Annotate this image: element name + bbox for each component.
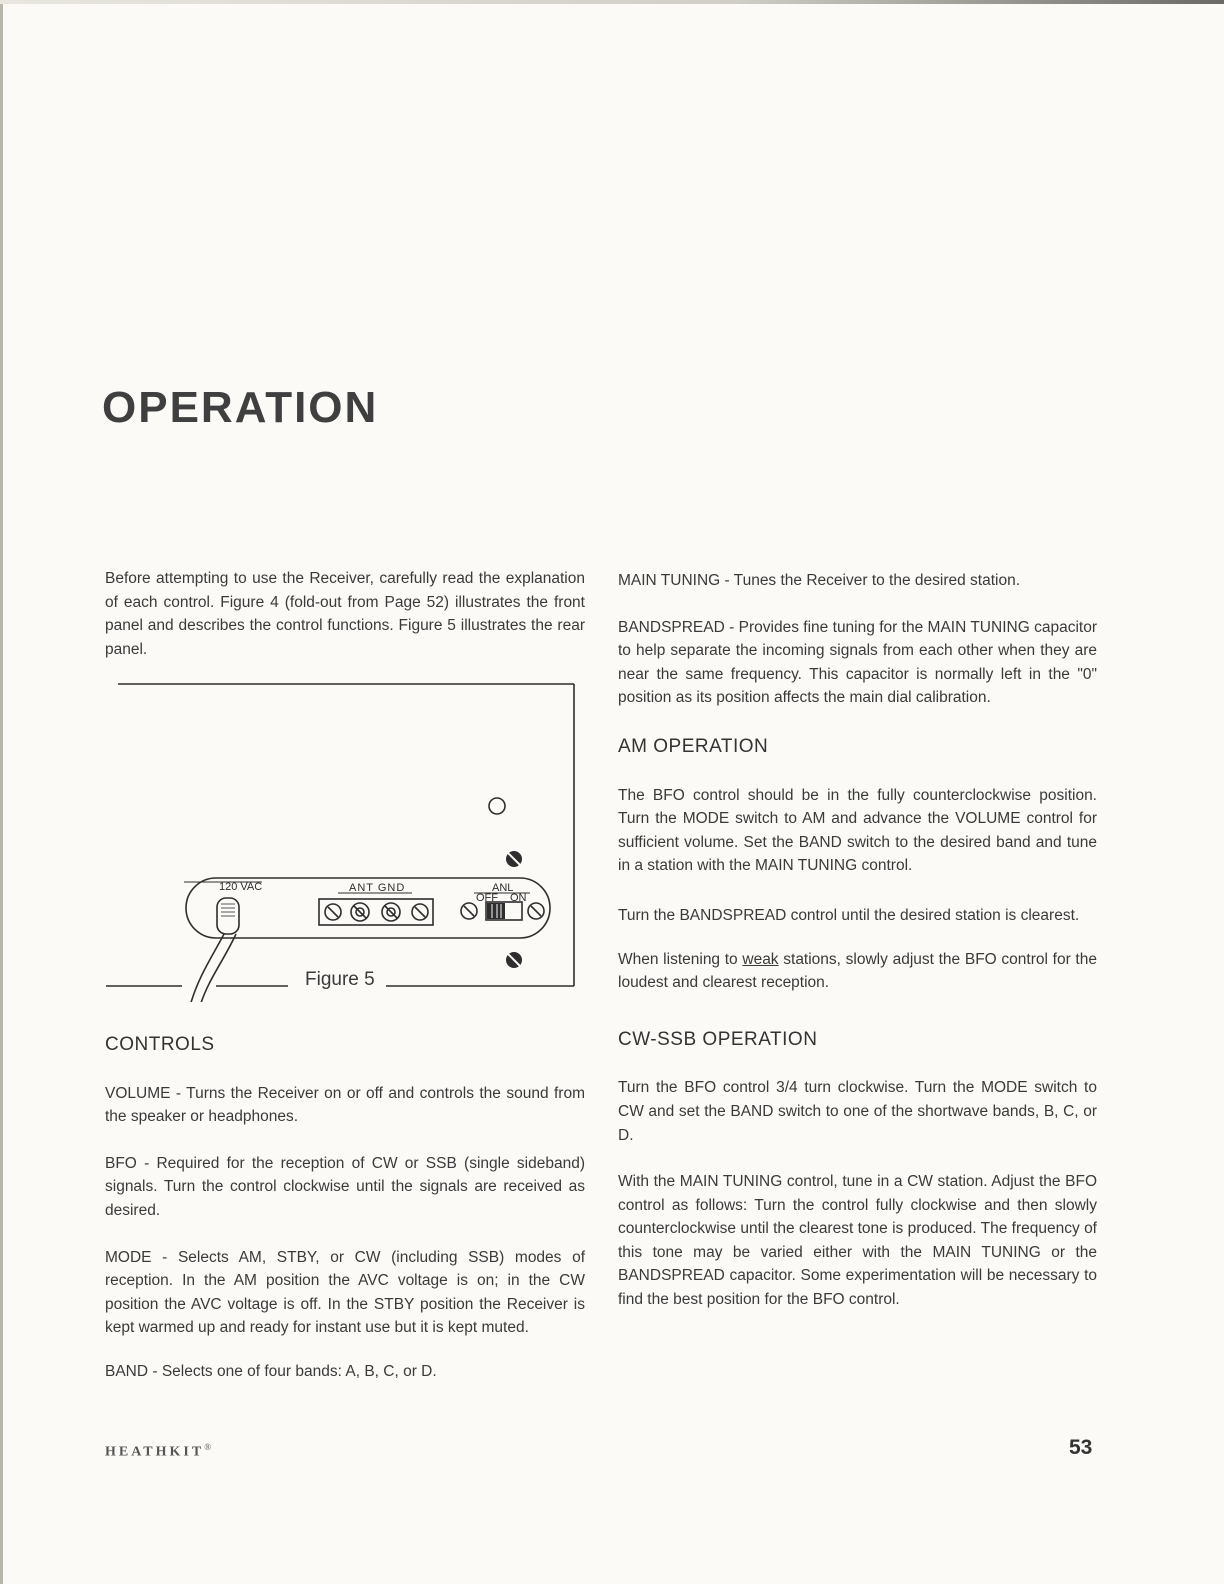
am-paragraph-2: Turn the BANDSPREAD control until the desired station is clearest. <box>618 906 1080 924</box>
cw-paragraph-1: Turn the BFO control 3/4 turn clockwise. Turn the MODE switch to CW and set the BAND switch to one of the shortwave bands, B, C, or D. <box>618 1079 1097 1144</box>
on-label: ON <box>510 892 527 904</box>
ant-gnd-block <box>319 899 433 925</box>
off-label: OFF <box>476 892 498 904</box>
am-paragraph-1: The BFO control should be in the fully counterclockwise position. Turn the MODE switch to AM and advance the VOLUME control for sufficient volume. Set the BAND switch to the desired band and tune in a station with the MAIN TUNING control. <box>618 786 1097 875</box>
bandspread-description: BANDSPREAD - Provides fine tuning for the MAIN TUNING capacitor to help separate the incoming signals from each other when they are near the same frequency. This capacitor is normally left in the "0" position as its position affects the main dial calibration. <box>618 618 1097 707</box>
power-cord <box>190 934 224 1002</box>
vac-label: 120 VAC <box>219 881 263 893</box>
screw-icon <box>506 851 522 867</box>
anl-switch-knob <box>487 903 505 919</box>
rear-panel-drawing <box>100 672 590 1002</box>
bfo-description: BFO - Required for the reception of CW or SSB (single sideband) signals. Turn the control clockwise until the signals are received as desired. <box>105 1154 585 1219</box>
page-edge <box>0 0 3 1584</box>
screw-icon <box>528 903 544 919</box>
ant-gnd-label: ANT GND <box>349 882 406 894</box>
mode-description: MODE - Selects AM, STBY, or CW (including SSB) modes of reception. In the AM position the AVC voltage is on; in the CW position the AVC voltage is off. In the STBY position the Receiver is kept warmed up and ready for instant use but it is kept muted. <box>105 1248 585 1337</box>
cw-ssb-operation-heading: CW-SSB OPERATION <box>618 1028 818 1050</box>
screw-icon <box>506 952 522 968</box>
band-description: BAND - Selects one of four bands: A, B, C, or D. <box>105 1362 437 1380</box>
screw-terminal-icon <box>325 904 341 920</box>
jack-hole <box>489 798 505 814</box>
cw-paragraph-2: With the MAIN TUNING control, tune in a CW station. Adjust the BFO control as follows: Turn the control fully clockwise and then slowly counterclockwise until the clearest tone is produced. The frequency of this tone may be varied either with the MAIN TUNING or the BANDSPREAD capacitor. Some experimentation will be necessary to find the best position for the BFO control. <box>618 1173 1097 1309</box>
controls-heading: CONTROLS <box>105 1034 215 1055</box>
am-paragraph-3: When listening to weak stations, slowly adjust the BFO control for the loudest and clearest reception. <box>618 950 1097 992</box>
right-column <box>618 569 1097 1312</box>
volume-description: VOLUME - Turns the Receiver on or off and controls the sound from the speaker or headphones. <box>105 1084 585 1126</box>
intro-section <box>105 567 585 661</box>
page-edge-top <box>0 0 1224 4</box>
screw-terminal-icon <box>382 903 400 921</box>
am-operation-heading: AM OPERATION <box>618 735 769 757</box>
anl-label: ANL <box>492 882 514 894</box>
main-tuning-description: MAIN TUNING - Tunes the Receiver to the desired station. <box>618 572 1021 589</box>
screw-terminal-icon <box>412 904 428 920</box>
figure-5 <box>100 672 590 1002</box>
intro-paragraph: Before attempting to use the Receiver, carefully read the explanation of each control. Figure 4 (fold-out from Page 52) illustrates the front panel and describes the control functions. Figure 5 illustrates the rear panel. <box>105 570 585 658</box>
page-title: OPERATION <box>102 383 379 432</box>
controls-section <box>105 1033 585 1384</box>
heathkit-logo: HEATHKIT® <box>105 1442 215 1460</box>
weak-underlined: weak <box>742 950 779 968</box>
page-number: 53 <box>1069 1436 1093 1459</box>
screw-terminal-icon <box>351 903 369 921</box>
screw-icon <box>461 903 477 919</box>
figure-caption: Figure 5 <box>299 969 381 991</box>
